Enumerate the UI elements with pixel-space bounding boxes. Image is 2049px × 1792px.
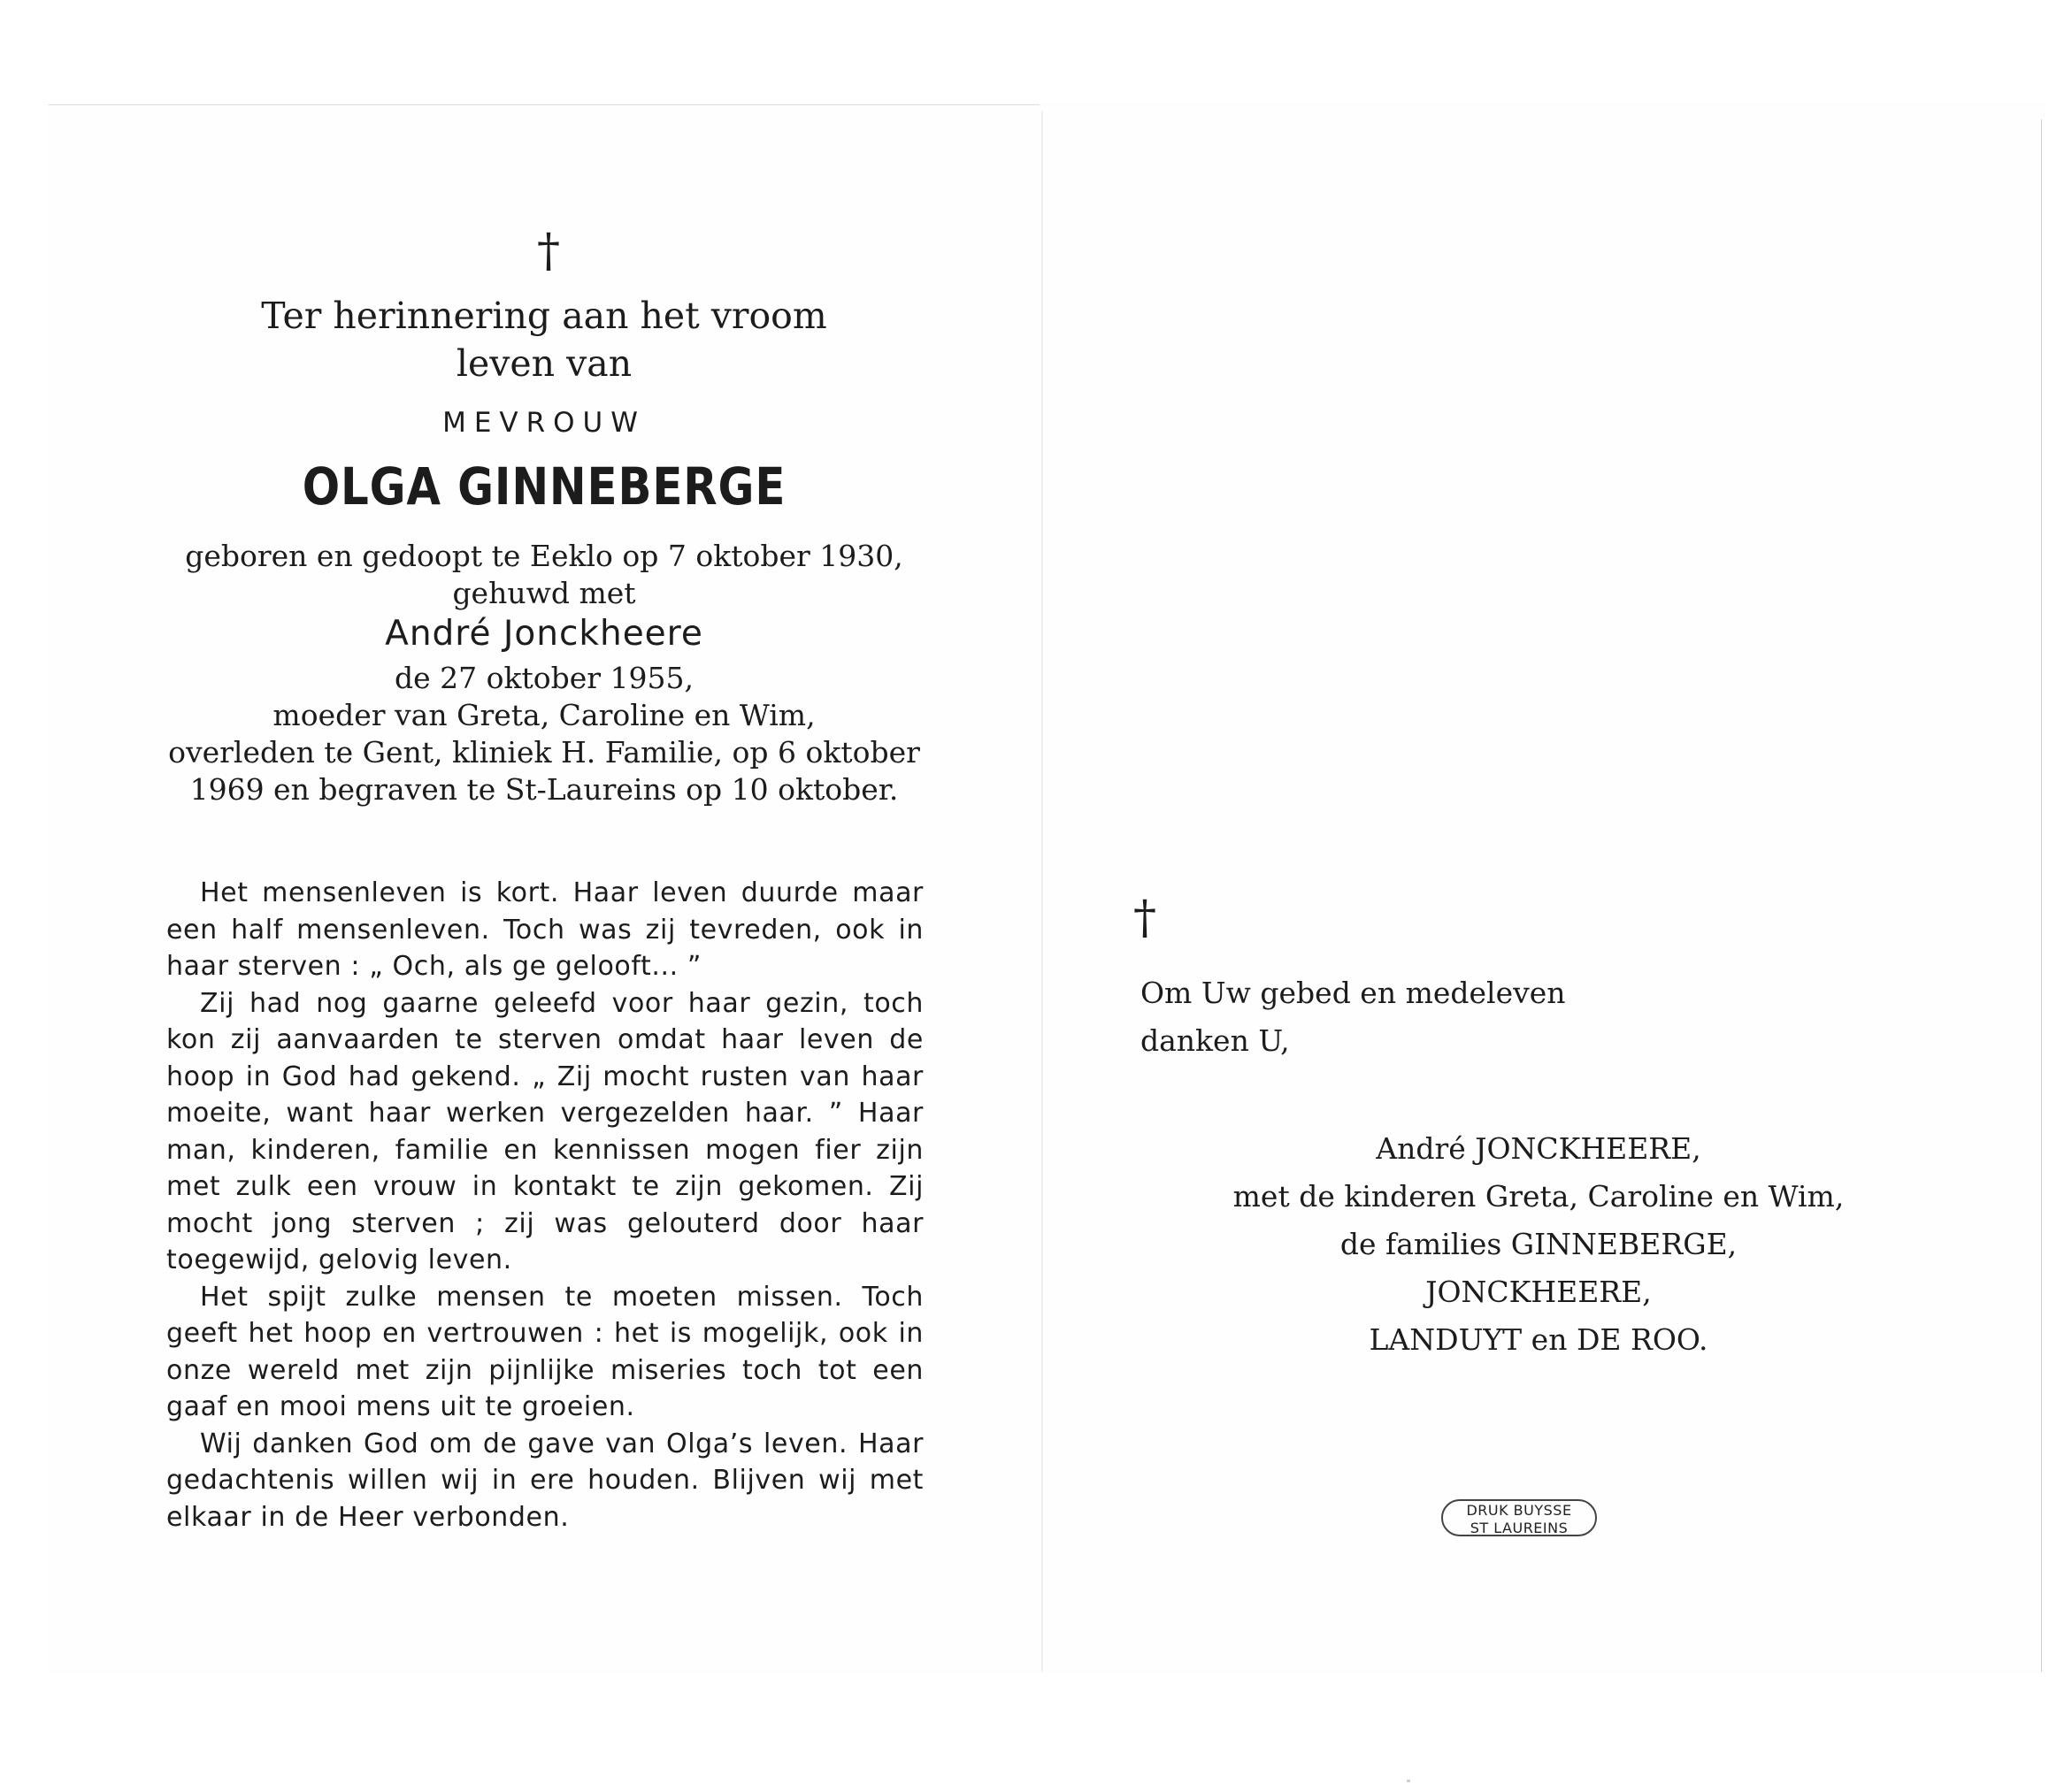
signer-line: LANDUYT en DE ROO. xyxy=(1369,1322,1708,1357)
thanks-line-2: danken U, xyxy=(1140,1023,1290,1058)
death-line-2: 1969 en begraven te St-Laureins op 10 oktober. xyxy=(189,772,899,807)
signer-line: JONCKHEERE, xyxy=(1425,1275,1652,1309)
signer-line: André JONCKHEERE, xyxy=(1376,1131,1701,1166)
printer-stamp-line-1: DRUK BUYSSE xyxy=(1466,1502,1572,1519)
eulogy-text xyxy=(166,875,924,1535)
printer-stamp xyxy=(1441,1499,1597,1536)
eulogy-paragraph: Wij danken God om de gave van Olga’s leven. Haar gedachtenis willen wij in ere houden. Blijven wij met elkaar in de Heer verbonden. xyxy=(166,1428,924,1533)
spouse-name: André Jonckheere xyxy=(385,614,703,654)
right-page xyxy=(1043,0,2049,1792)
eulogy-paragraph: Het spijt zulke mensen te moeten missen. Toch geeft het hoop en vertrouwen : het is mogelijk, ook in onze wereld met zijn pijnlijke miseries toch tot een gaaf en mooi mens uit te groeien. xyxy=(166,1281,924,1422)
paper-speck xyxy=(1407,1780,1410,1782)
children-line: moeder van Greta, Caroline en Wim, xyxy=(272,698,816,732)
cross-icon: † xyxy=(537,225,560,278)
eulogy-paragraph: Zij had nog gaarne geleefd voor haar gezin, toch kon zij aanvaarden te sterven omdat haar leven de hoop in God had gekend. „ Zij mocht rusten van haar moeite, want haar werken vergezelden haar. ” Haar man, kinderen, familie en kennissen mogen fier zijn met zulk een vrouw in kontakt te zijn gekomen. Zij mocht jong sterven ; zij was gelouterd door haar toegewijd, gelovig leven. xyxy=(166,987,924,1275)
honorific: MEVROUW xyxy=(442,407,646,439)
intro-line-1: Ter herinnering aan het vroom xyxy=(261,295,827,337)
marriage-date: de 27 oktober 1955, xyxy=(394,661,694,695)
intro-line-2: leven van xyxy=(456,342,633,385)
deceased-name: OLGA GINNEBERGE xyxy=(302,456,787,517)
death-line-1: overleden te Gent, kliniek H. Familie, op 6 oktober xyxy=(168,735,920,770)
cross-icon: † xyxy=(1133,892,1156,945)
signer-line: met de kinderen Greta, Caroline en Wim, xyxy=(1232,1179,1845,1214)
signer-line: de families GINNEBERGE, xyxy=(1339,1227,1738,1261)
married-line: gehuwd met xyxy=(452,576,636,610)
birth-line: geboren en gedoopt te Eeklo op 7 oktober 1930, xyxy=(185,539,903,573)
signers-list xyxy=(1176,1125,1901,1364)
thanks-line-1: Om Uw gebed en medeleven xyxy=(1140,976,1566,1010)
printer-stamp-line-2: ST LAUREINS xyxy=(1470,1520,1569,1536)
eulogy-paragraph: Het mensenleven is kort. Haar leven duurde maar een half mensenleven. Toch was zij tevreden, ook in haar sterven : „ Och, als ge gelooft... ” xyxy=(166,877,924,982)
